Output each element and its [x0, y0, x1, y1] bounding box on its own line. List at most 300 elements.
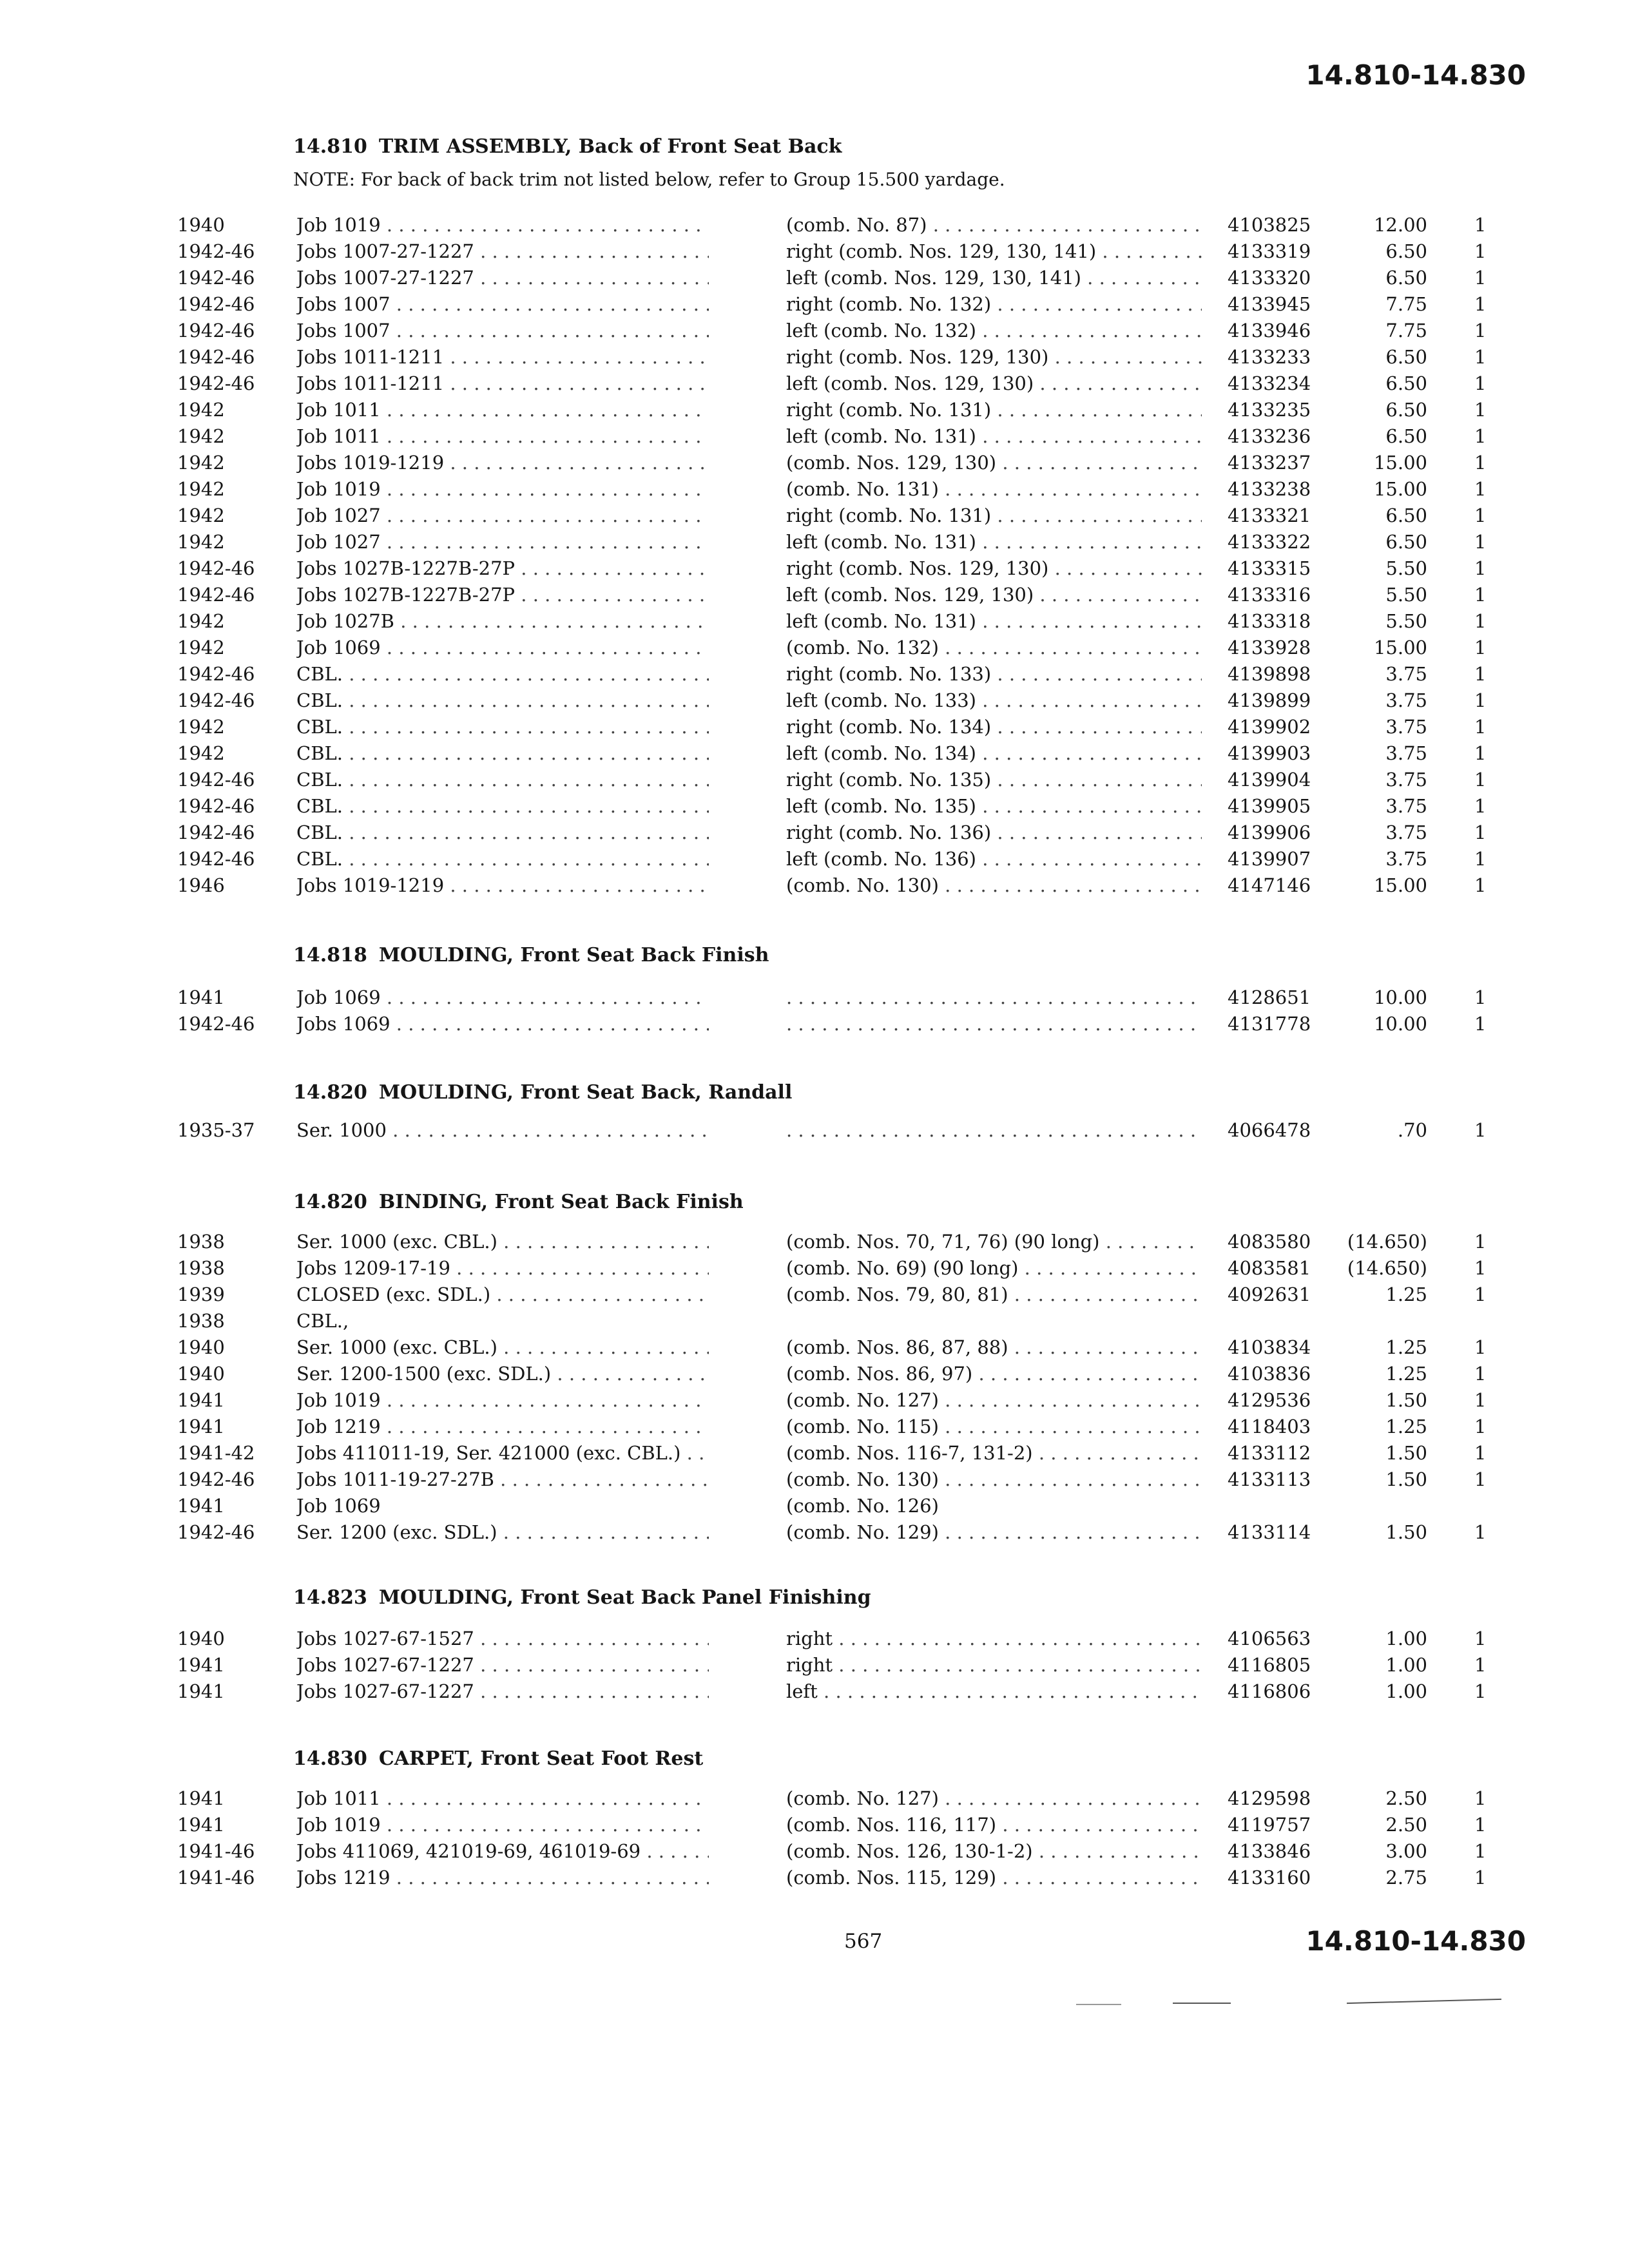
row-quantity: 1	[1474, 1442, 1487, 1464]
row-quantity: 1	[1474, 293, 1487, 315]
row-quantity: 1	[1474, 1468, 1487, 1490]
row-year: 1940	[177, 1336, 225, 1358]
row-quantity: 1	[1474, 1283, 1487, 1305]
section-title	[293, 944, 769, 966]
row-price: 1.50	[1385, 1389, 1427, 1411]
row-year: 1938	[177, 1310, 225, 1332]
row-year: 1942	[177, 637, 225, 658]
row-description: CBL. . . .	[296, 848, 709, 870]
row-specification: (comb. Nos. 79, 80, 81) . . .	[786, 1283, 1202, 1305]
row-part-number: 4139905	[1228, 795, 1311, 817]
section-title	[293, 135, 842, 158]
row-year: 1946	[177, 874, 225, 896]
row-part-number: 4133236	[1228, 425, 1311, 447]
page-range-footer: 14.810-14.830	[1306, 1925, 1526, 1957]
table-row	[0, 581, 1629, 608]
row-year: 1938	[177, 1231, 225, 1253]
row-part-number: 4092631	[1228, 1283, 1311, 1305]
row-year: 1942-46	[177, 346, 255, 368]
row-quantity: 1	[1474, 425, 1487, 447]
row-description: Jobs 1011-1211 . . .	[296, 372, 709, 394]
table-row	[0, 502, 1629, 528]
row-quantity: 1	[1474, 1787, 1487, 1809]
row-description: Jobs 411011-19, Ser. 421000 (exc. CBL.) . . .	[296, 1442, 709, 1464]
row-price: 15.00	[1373, 637, 1427, 658]
row-quantity: 1	[1474, 1013, 1487, 1035]
row-price: .70	[1397, 1119, 1427, 1141]
row-part-number: 4083581	[1228, 1257, 1311, 1279]
row-part-number: 4119757	[1228, 1814, 1311, 1836]
row-price: 6.50	[1385, 346, 1427, 368]
section-name: TRIM ASSEMBLY, Back of Front Seat Back	[378, 135, 842, 158]
row-description: Job 1019 . . .	[296, 1814, 709, 1836]
row-year: 1941	[177, 1389, 225, 1411]
row-specification: right (comb. No. 133) . . .	[786, 663, 1202, 685]
table-row	[0, 291, 1629, 317]
row-price: 1.00	[1385, 1628, 1427, 1649]
row-price: 3.75	[1385, 769, 1427, 791]
row-part-number: 4066478	[1228, 1119, 1311, 1141]
row-quantity: 1	[1474, 742, 1487, 764]
row-description: Job 1069 . . .	[296, 637, 709, 658]
row-quantity: 1	[1474, 1654, 1487, 1676]
row-quantity: 1	[1474, 214, 1487, 236]
row-price: 7.75	[1385, 320, 1427, 341]
table-row	[0, 317, 1629, 343]
row-specification: (comb. Nos. 126, 130-1-2) . . .	[786, 1840, 1202, 1862]
row-quantity: 1	[1474, 1389, 1487, 1411]
row-price: 6.50	[1385, 240, 1427, 262]
row-quantity: 1	[1474, 1840, 1487, 1862]
row-specification: (comb. No. 115) . . .	[786, 1416, 1202, 1437]
row-part-number: 4133846	[1228, 1840, 1311, 1862]
row-description: Jobs 1007 . . .	[296, 293, 709, 315]
row-year: 1942-46	[177, 557, 255, 579]
row-description: Jobs 1027B-1227B-27P . . .	[296, 584, 709, 606]
row-part-number: 4133318	[1228, 610, 1311, 632]
row-price: 10.00	[1373, 1013, 1427, 1035]
row-price: 3.00	[1385, 1840, 1427, 1862]
row-price: 15.00	[1373, 874, 1427, 896]
table-row	[0, 660, 1629, 687]
row-part-number: 4083580	[1228, 1231, 1311, 1253]
row-quantity: 1	[1474, 1119, 1487, 1141]
row-part-number: 4133320	[1228, 267, 1311, 289]
table-row	[0, 687, 1629, 713]
table-row	[0, 476, 1629, 502]
row-description: Job 1019 . . .	[296, 478, 709, 500]
row-year: 1942-46	[177, 267, 255, 289]
row-price: 6.50	[1385, 531, 1427, 553]
row-part-number: 4133319	[1228, 240, 1311, 262]
row-quantity: 1	[1474, 848, 1487, 870]
row-price: 3.75	[1385, 716, 1427, 738]
row-quantity: 1	[1474, 822, 1487, 843]
table-row	[0, 1281, 1629, 1307]
row-year: 1942-46	[177, 372, 255, 394]
row-year: 1941	[177, 1416, 225, 1437]
row-year: 1941	[177, 1495, 225, 1517]
section-number: 14.818	[293, 944, 367, 966]
row-description: Ser. 1000 (exc. CBL.) . . .	[296, 1336, 709, 1358]
row-description: Jobs 1011-19-27-27B . . .	[296, 1468, 709, 1490]
section-number: 14.823	[293, 1586, 367, 1609]
row-specification: left (comb. Nos. 129, 130) . . .	[786, 584, 1202, 606]
row-year: 1941-46	[177, 1840, 255, 1862]
table-row	[0, 423, 1629, 449]
row-specification: (comb. Nos. 115, 129) . . .	[786, 1867, 1202, 1888]
row-price: 1.50	[1385, 1521, 1427, 1543]
row-price: 2.50	[1385, 1787, 1427, 1809]
row-specification: right (comb. Nos. 129, 130, 141) . . .	[786, 240, 1202, 262]
row-part-number: 4139904	[1228, 769, 1311, 791]
row-year: 1940	[177, 214, 225, 236]
row-quantity: 1	[1474, 346, 1487, 368]
row-description: Job 1011 . . .	[296, 425, 709, 447]
row-description: CBL. . . .	[296, 769, 709, 791]
section-name: MOULDING, Front Seat Back Panel Finishing	[378, 1586, 871, 1609]
section-name: CARPET, Front Seat Foot Rest	[378, 1747, 704, 1770]
row-part-number: 4133315	[1228, 557, 1311, 579]
parts-table	[0, 1785, 1629, 1890]
row-price: 1.25	[1385, 1336, 1427, 1358]
row-price: 15.00	[1373, 478, 1427, 500]
row-quantity: 1	[1474, 531, 1487, 553]
row-description: Jobs 1209-17-19 . . .	[296, 1257, 709, 1279]
row-part-number: 4133945	[1228, 293, 1311, 315]
section-title	[293, 1586, 871, 1609]
row-price: 5.50	[1385, 557, 1427, 579]
section-number: 14.820	[293, 1191, 367, 1213]
table-row	[0, 1010, 1629, 1037]
row-price: 3.75	[1385, 689, 1427, 711]
row-quantity: 1	[1474, 452, 1487, 474]
row-price: 1.50	[1385, 1468, 1427, 1490]
table-row	[0, 1492, 1629, 1519]
row-specification: (comb. No. 127) . . .	[786, 1787, 1202, 1809]
row-description: CBL. . . .	[296, 689, 709, 711]
section-number: 14.820	[293, 1081, 367, 1104]
row-part-number: 4133316	[1228, 584, 1311, 606]
row-specification: (comb. No. 127) . . .	[786, 1389, 1202, 1411]
row-price: 2.75	[1385, 1867, 1427, 1888]
table-row	[0, 1864, 1629, 1890]
row-quantity: 1	[1474, 372, 1487, 394]
row-year: 1941-42	[177, 1442, 255, 1464]
row-specification: (comb. No. 131) . . .	[786, 478, 1202, 500]
row-price: 1.50	[1385, 1442, 1427, 1464]
row-part-number: 4139899	[1228, 689, 1311, 711]
row-description: Job 1019 . . .	[296, 214, 709, 236]
row-quantity: 1	[1474, 874, 1487, 896]
row-description: Jobs 1007-27-1227 . . .	[296, 240, 709, 262]
row-specification: (comb. Nos. 116, 117) . . .	[786, 1814, 1202, 1836]
row-part-number: 4133928	[1228, 637, 1311, 658]
table-row	[0, 1307, 1629, 1334]
row-specification: right (comb. No. 132) . . .	[786, 293, 1202, 315]
row-description: CBL. . . .	[296, 795, 709, 817]
row-description: Jobs 1007-27-1227 . . .	[296, 267, 709, 289]
row-part-number: 4139906	[1228, 822, 1311, 843]
row-description: Ser. 1000 . . .	[296, 1119, 709, 1141]
row-description: Ser. 1000 (exc. CBL.) . . .	[296, 1231, 709, 1253]
row-price: 3.75	[1385, 663, 1427, 685]
row-description: CBL.,	[296, 1310, 349, 1332]
row-specification: right (comb. No. 134) . . .	[786, 716, 1202, 738]
row-quantity: 1	[1474, 505, 1487, 526]
table-row	[0, 370, 1629, 396]
row-year: 1939	[177, 1283, 225, 1305]
row-quantity: 1	[1474, 399, 1487, 421]
row-specification: right (comb. No. 131) . . .	[786, 399, 1202, 421]
row-description: Jobs 1027-67-1227 . . .	[296, 1680, 709, 1702]
row-description: Job 1011 . . .	[296, 399, 709, 421]
row-description: CBL. . . .	[296, 822, 709, 843]
row-year: 1942-46	[177, 689, 255, 711]
row-part-number: 4133237	[1228, 452, 1311, 474]
row-part-number: 4133233	[1228, 346, 1311, 368]
row-price: 10.00	[1373, 986, 1427, 1008]
row-part-number: 4103825	[1228, 214, 1311, 236]
row-part-number: 4103836	[1228, 1363, 1311, 1385]
section-name: MOULDING, Front Seat Back, Randall	[378, 1081, 793, 1104]
row-quantity: 1	[1474, 584, 1487, 606]
row-price: (14.650)	[1347, 1231, 1427, 1253]
table-row	[0, 713, 1629, 740]
table-row	[0, 872, 1629, 898]
row-year: 1942	[177, 399, 225, 421]
row-specification: (comb. No. 130) . . .	[786, 1468, 1202, 1490]
row-part-number: 4133160	[1228, 1867, 1311, 1888]
row-specification	[786, 1119, 1202, 1141]
table-row	[0, 1254, 1629, 1281]
row-year: 1942-46	[177, 320, 255, 341]
scan-artifact-line	[1173, 2003, 1231, 2004]
table-row	[0, 1413, 1629, 1439]
parts-table	[0, 1117, 1629, 1143]
row-part-number: 4139903	[1228, 742, 1311, 764]
row-price: 2.50	[1385, 1814, 1427, 1836]
row-description: Job 1011 . . .	[296, 1787, 709, 1809]
row-part-number: 4116805	[1228, 1654, 1311, 1676]
table-row	[0, 211, 1629, 238]
parts-table	[0, 211, 1629, 898]
page-number: 567	[844, 1930, 883, 1953]
row-part-number: 4139898	[1228, 663, 1311, 685]
row-year: 1938	[177, 1257, 225, 1279]
row-year: 1942	[177, 531, 225, 553]
row-description: CBL. . . .	[296, 742, 709, 764]
row-price: 5.50	[1385, 584, 1427, 606]
row-quantity: 1	[1474, 795, 1487, 817]
row-quantity: 1	[1474, 1521, 1487, 1543]
row-specification: (comb. No. 126)	[786, 1495, 939, 1517]
row-quantity: 1	[1474, 637, 1487, 658]
row-year: 1942	[177, 452, 225, 474]
row-specification: left (comb. No. 136) . . .	[786, 848, 1202, 870]
row-description: Jobs 1027-67-1227 . . .	[296, 1654, 709, 1676]
section-number: 14.830	[293, 1747, 367, 1770]
row-quantity: 1	[1474, 716, 1487, 738]
row-price: 1.00	[1385, 1680, 1427, 1702]
row-specification: (comb. Nos. 116-7, 131-2) . . .	[786, 1442, 1202, 1464]
table-row	[0, 264, 1629, 291]
row-price: 1.25	[1385, 1416, 1427, 1437]
row-price: 3.75	[1385, 822, 1427, 843]
page-range-header: 14.810-14.830	[1306, 59, 1526, 91]
row-quantity: 1	[1474, 1231, 1487, 1253]
table-row	[0, 1360, 1629, 1387]
row-quantity: 1	[1474, 663, 1487, 685]
table-row	[0, 555, 1629, 581]
table-row	[0, 1678, 1629, 1704]
table-row	[0, 1466, 1629, 1492]
row-specification: left (comb. No. 131) . . .	[786, 610, 1202, 632]
row-part-number: 4128651	[1228, 986, 1311, 1008]
row-quantity: 1	[1474, 240, 1487, 262]
parts-table	[0, 1625, 1629, 1704]
table-row	[0, 845, 1629, 872]
section-number: 14.810	[293, 135, 367, 158]
table-row	[0, 1228, 1629, 1254]
row-part-number: 4106563	[1228, 1628, 1311, 1649]
row-description: Job 1019 . . .	[296, 1389, 709, 1411]
row-quantity: 1	[1474, 267, 1487, 289]
row-description: Jobs 1011-1211 . . .	[296, 346, 709, 368]
row-price: (14.650)	[1347, 1257, 1427, 1279]
table-row	[0, 819, 1629, 845]
row-part-number: 4118403	[1228, 1416, 1311, 1437]
row-description: Jobs 1027B-1227B-27P . . .	[296, 557, 709, 579]
row-specification: left (comb. No. 131) . . .	[786, 531, 1202, 553]
row-quantity: 1	[1474, 1814, 1487, 1836]
row-year: 1940	[177, 1363, 225, 1385]
row-specification: left (comb. No. 132) . . .	[786, 320, 1202, 341]
row-quantity: 1	[1474, 1257, 1487, 1279]
row-description: Jobs 411069, 421019-69, 461019-69 . . .	[296, 1840, 709, 1862]
row-price: 15.00	[1373, 452, 1427, 474]
table-row	[0, 238, 1629, 264]
section-name: MOULDING, Front Seat Back Finish	[378, 944, 769, 966]
row-part-number: 4131778	[1228, 1013, 1311, 1035]
row-part-number: 4133234	[1228, 372, 1311, 394]
row-year: 1942-46	[177, 293, 255, 315]
table-row	[0, 1387, 1629, 1413]
row-year: 1942-46	[177, 769, 255, 791]
row-part-number: 4116806	[1228, 1680, 1311, 1702]
row-specification: right (comb. No. 131) . . .	[786, 505, 1202, 526]
row-year: 1942	[177, 425, 225, 447]
row-specification: (comb. No. 129) . . .	[786, 1521, 1202, 1543]
section-title	[293, 1747, 703, 1770]
row-specification: (comb. No. 130) . . .	[786, 874, 1202, 896]
row-part-number: 4133321	[1228, 505, 1311, 526]
table-row	[0, 1838, 1629, 1864]
row-description: Jobs 1019-1219 . . .	[296, 452, 709, 474]
row-specification: (comb. Nos. 70, 71, 76) (90 long) . . .	[786, 1231, 1202, 1253]
row-price: 12.00	[1373, 214, 1427, 236]
row-year: 1942-46	[177, 240, 255, 262]
row-part-number: 4133113	[1228, 1468, 1311, 1490]
table-row	[0, 1785, 1629, 1811]
row-part-number: 4133235	[1228, 399, 1311, 421]
row-specification: left . . .	[786, 1680, 1202, 1702]
row-year: 1940	[177, 1628, 225, 1649]
row-year: 1941	[177, 1680, 225, 1702]
row-price: 1.00	[1385, 1654, 1427, 1676]
row-year: 1942-46	[177, 795, 255, 817]
row-description: Job 1027 . . .	[296, 531, 709, 553]
row-year: 1941	[177, 1654, 225, 1676]
row-price: 6.50	[1385, 505, 1427, 526]
table-row	[0, 793, 1629, 819]
row-description: Jobs 1027-67-1527 . . .	[296, 1628, 709, 1649]
row-description: Job 1027B . . .	[296, 610, 709, 632]
row-year: 1941	[177, 1787, 225, 1809]
row-part-number: 4139907	[1228, 848, 1311, 870]
row-price: 6.50	[1385, 399, 1427, 421]
table-row	[0, 1651, 1629, 1678]
row-specification: right (comb. Nos. 129, 130) . . .	[786, 557, 1202, 579]
row-price: 5.50	[1385, 610, 1427, 632]
row-year: 1942-46	[177, 1468, 255, 1490]
scan-artifact-line	[1347, 1999, 1501, 2004]
row-specification: (comb. No. 132) . . .	[786, 637, 1202, 658]
row-description: Job 1027 . . .	[296, 505, 709, 526]
row-part-number: 4129598	[1228, 1787, 1311, 1809]
row-specification: left (comb. No. 131) . . .	[786, 425, 1202, 447]
row-price: 6.50	[1385, 425, 1427, 447]
row-specification: (comb. Nos. 129, 130) . . .	[786, 452, 1202, 474]
row-year: 1942-46	[177, 663, 255, 685]
row-price: 1.25	[1385, 1363, 1427, 1385]
row-quantity: 1	[1474, 320, 1487, 341]
table-row	[0, 1811, 1629, 1838]
row-specification: (comb. Nos. 86, 97) . . .	[786, 1363, 1202, 1385]
row-description: Ser. 1200-1500 (exc. SDL.) . . .	[296, 1363, 709, 1385]
row-description: Jobs 1069 . . .	[296, 1013, 709, 1035]
row-year: 1941-46	[177, 1867, 255, 1888]
table-row	[0, 740, 1629, 766]
row-year: 1942	[177, 742, 225, 764]
row-specification: (comb. Nos. 86, 87, 88) . . .	[786, 1336, 1202, 1358]
row-description: Job 1069 . . .	[296, 986, 709, 1008]
row-year: 1942-46	[177, 1521, 255, 1543]
row-part-number: 4147146	[1228, 874, 1311, 896]
row-quantity: 1	[1474, 689, 1487, 711]
row-year: 1941	[177, 1814, 225, 1836]
row-specification	[786, 1013, 1202, 1035]
row-year: 1942	[177, 505, 225, 526]
row-year: 1942	[177, 478, 225, 500]
row-quantity: 1	[1474, 1680, 1487, 1702]
row-specification: left (comb. No. 135) . . .	[786, 795, 1202, 817]
section-name: BINDING, Front Seat Back Finish	[378, 1191, 744, 1213]
row-year: 1942-46	[177, 848, 255, 870]
table-row	[0, 1625, 1629, 1651]
scan-artifact-line	[1076, 2004, 1121, 2005]
row-quantity: 1	[1474, 557, 1487, 579]
row-quantity: 1	[1474, 1336, 1487, 1358]
row-price: 6.50	[1385, 267, 1427, 289]
section-title	[293, 1191, 744, 1213]
row-year: 1942	[177, 716, 225, 738]
row-price: 3.75	[1385, 742, 1427, 764]
row-price: 3.75	[1385, 848, 1427, 870]
row-specification: right (comb. No. 135) . . .	[786, 769, 1202, 791]
row-year: 1942-46	[177, 584, 255, 606]
row-description: Job 1069	[296, 1495, 381, 1517]
